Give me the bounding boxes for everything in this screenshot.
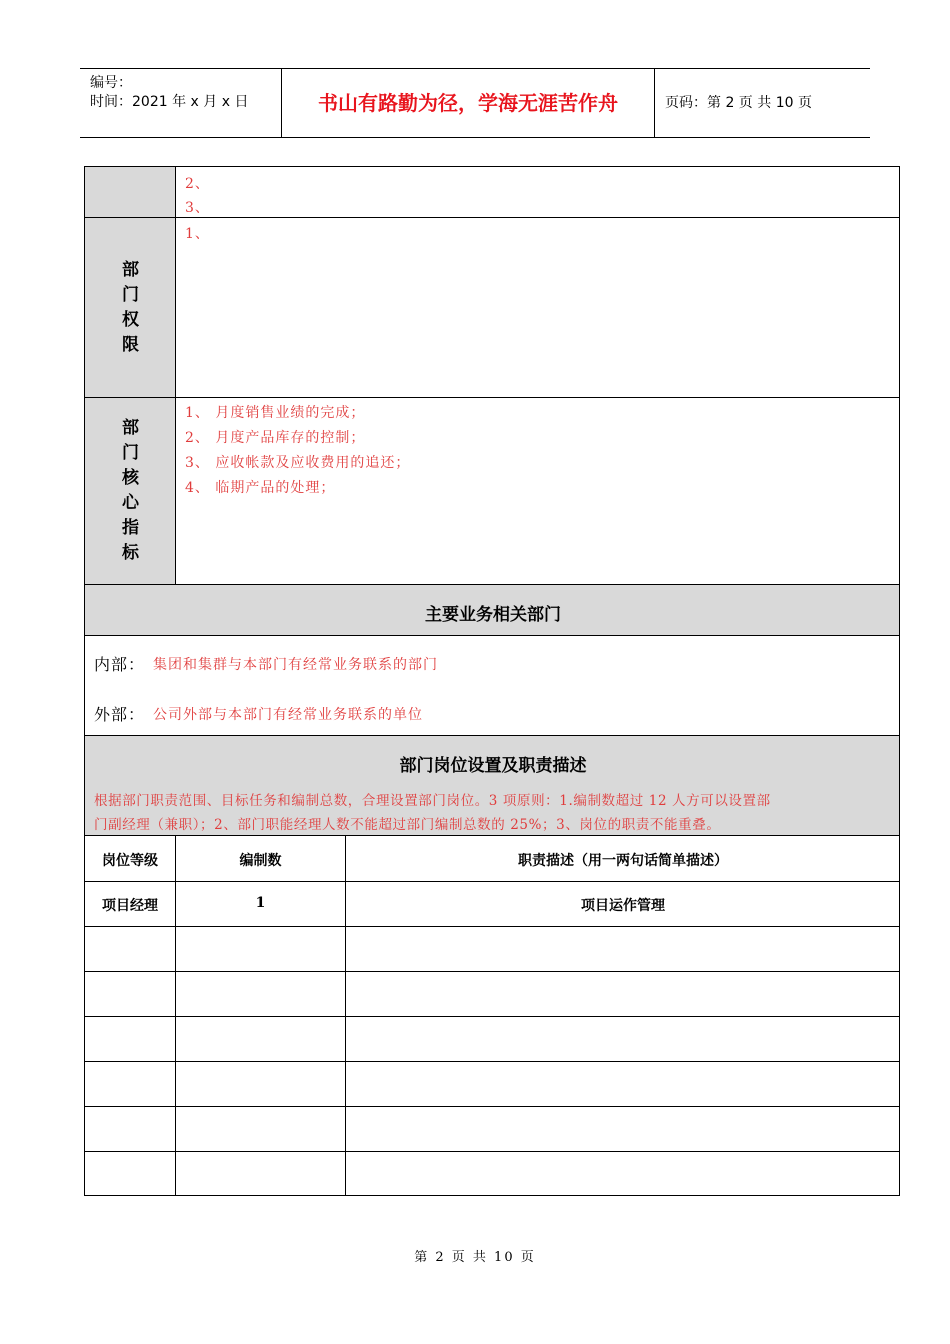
kpi-item: 1、 月度销售业绩的完成； xyxy=(185,405,366,421)
authority-label: 部 门 权 限 xyxy=(122,260,139,355)
kpi-label: 部 门 核 心 指 标 xyxy=(122,418,139,563)
table-cell-headcount: 1 xyxy=(255,895,266,911)
authority-content-cell xyxy=(175,217,900,398)
header-meta-cell xyxy=(80,69,282,137)
page-info: 页码：第 2 页 共 10 页 xyxy=(665,95,812,111)
table-cell-duty: 项目运作管理 xyxy=(581,898,665,914)
page-header xyxy=(80,68,870,138)
related-title: 主要业务相关部门 xyxy=(425,605,561,625)
positions-header-cell xyxy=(84,735,900,836)
external-label: 外部： xyxy=(94,705,146,724)
internal-label: 内部： xyxy=(94,655,146,674)
top-row-item: 3、 xyxy=(185,200,210,216)
kpi-content-cell xyxy=(175,397,900,585)
related-content-cell xyxy=(84,635,900,736)
positions-note-line: 门副经理（兼职）；2、部门职能经理人数不能超过部门编制总数的 25%；3、岗位的职责不能重叠。 xyxy=(94,817,721,833)
related-title-cell xyxy=(84,584,900,636)
kpi-label-cell xyxy=(84,397,176,585)
top-label-cell xyxy=(84,166,176,218)
positions-title: 部门岗位设置及职责描述 xyxy=(399,756,587,776)
kpi-item: 4、 临期产品的处理； xyxy=(185,480,336,496)
time-label: 时间：2021 年 x 月 x 日 xyxy=(90,94,249,110)
column-header-headcount: 编制数 xyxy=(239,853,282,869)
top-row-item: 2、 xyxy=(185,176,210,192)
positions-note-line: 根据部门职责范围、目标任务和编制总数，合理设置部门岗位。3 项原则：1.编制数超过 12 人方可以设置部 xyxy=(94,793,771,809)
kpi-item: 2、 月度产品库存的控制； xyxy=(185,430,366,446)
external-text: 公司外部与本部门有经常业务联系的单位 xyxy=(153,707,423,723)
code-label: 编号： xyxy=(90,75,132,91)
internal-text: 集团和集群与本部门有经常业务联系的部门 xyxy=(153,657,438,673)
header-motto: 书山有路勤为径，学海无涯苦作舟 xyxy=(282,69,655,137)
column-header-grade: 岗位等级 xyxy=(102,853,158,869)
authority-label-cell xyxy=(84,217,176,398)
top-content-cell xyxy=(175,166,900,218)
positions-table xyxy=(84,835,900,1196)
authority-item: 1、 xyxy=(185,226,210,242)
page-footer: 第 2 页 共 10 页 xyxy=(414,1250,536,1265)
department-form xyxy=(84,166,900,1196)
column-header-duty: 职责描述（用一两句话简单描述） xyxy=(518,853,728,869)
table-cell-grade: 项目经理 xyxy=(102,898,158,914)
kpi-item: 3、 应收帐款及应收费用的追还； xyxy=(185,455,411,471)
